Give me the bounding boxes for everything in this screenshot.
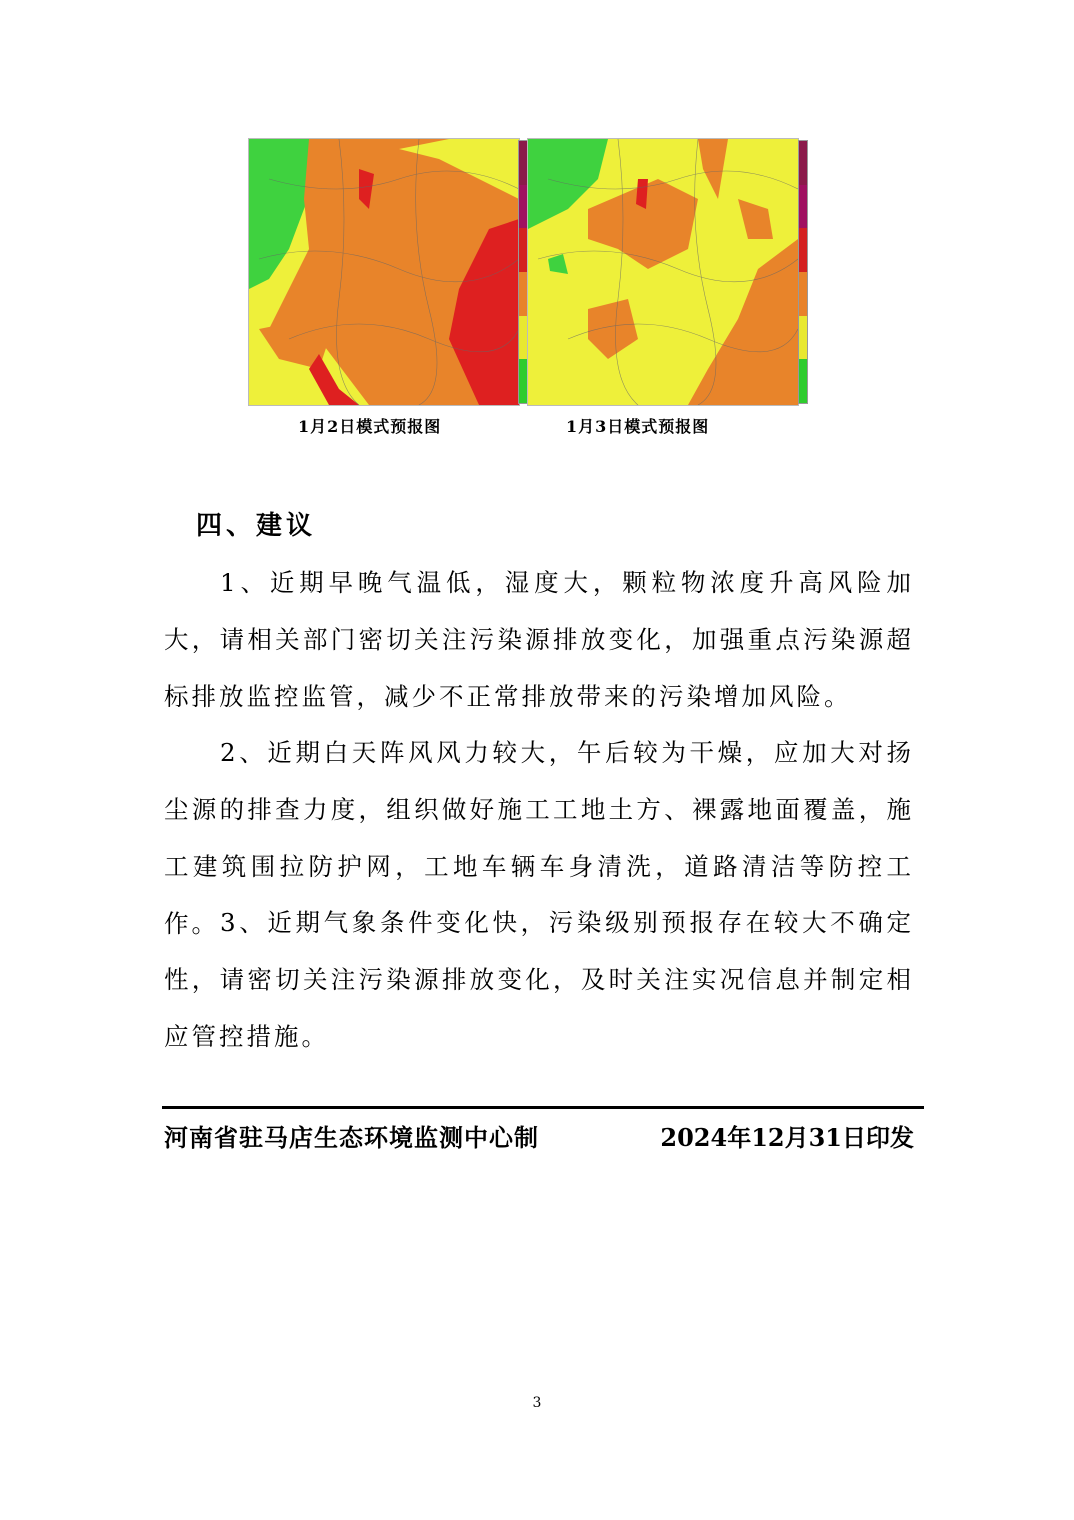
forecast-map-jan-3 — [527, 138, 799, 406]
colorbar-swatch — [799, 185, 807, 229]
legend-colorbar — [798, 140, 808, 404]
paragraph: 1、近期早晚气温低，湿度大，颗粒物浓度升高风险加大，请相关部门密切关注污染源排放变化，加强重点污染源超标排放监控监管，减少不正常排放带来的污染增加风险。 — [164, 568, 914, 711]
colorbar-swatch — [519, 185, 527, 229]
divider — [162, 1106, 924, 1109]
colorbar-swatch — [519, 316, 527, 360]
colorbar-swatch — [519, 359, 527, 403]
colorbar-swatch — [799, 228, 807, 272]
colorbar-swatch — [799, 272, 807, 316]
figure-caption: 1月3日模式预报图 — [566, 417, 710, 436]
colorbar-swatch — [519, 272, 527, 316]
colorbar-swatch — [799, 316, 807, 360]
forecast-map-jan-2 — [248, 138, 520, 406]
issuer-name: 河南省驻马店生态环境监测中心制 — [164, 1123, 539, 1152]
paragraph: 2、近期白天阵风风力较大，午后较为干燥，应加大对扬尘源的排查力度，组织做好施工工地土方、裸露地面覆盖，施工建筑围拉防护网，工地车辆车身清洗，道路清洁等防控工作。 — [164, 738, 914, 938]
section-heading: 四、建议 — [196, 511, 317, 541]
figure-caption: 1月2日模式预报图 — [298, 417, 442, 436]
colorbar-swatch — [799, 359, 807, 403]
paragraph: 3、近期气象条件变化快，污染级别预报存在较大不确定性，请密切关注污染源排放变化，及时关注实况信息并制定相应管控措施。 — [164, 908, 914, 1051]
colorbar-swatch — [519, 228, 527, 272]
issue-date: 2024年12月31日印发 — [660, 1123, 914, 1152]
page-number: 3 — [532, 1395, 542, 1411]
colorbar-swatch — [799, 141, 807, 185]
colorbar-swatch — [519, 141, 527, 185]
